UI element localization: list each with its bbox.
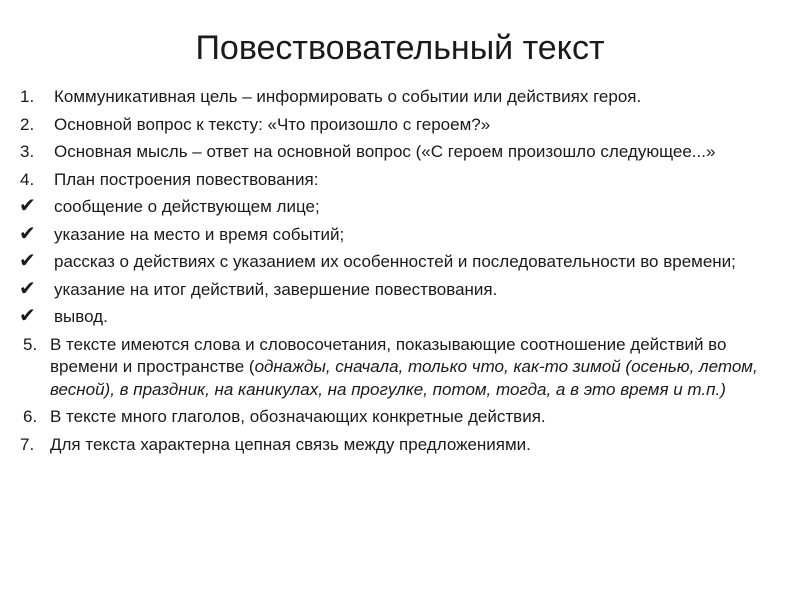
check-item [20, 279, 785, 302]
list-number: 6. [23, 407, 38, 426]
list-number: 5. [23, 334, 38, 354]
list-item-7 [20, 434, 785, 457]
examples-text: однажды, сначала, только что, как-то зимой (осенью, летом, весной), в праздник, на каникулах, на прогулке, потом, тогда, а в это время и т.п.) [50, 357, 758, 399]
check-item-text: указание на итог действий, завершение повествования. [54, 279, 498, 299]
list-item-text: В тексте много глаголов, обозначающих конкретные действия. [50, 407, 546, 426]
list-item [20, 141, 785, 164]
list-number: 7. [20, 434, 35, 454]
check-item-text: указание на место и время событий; [54, 224, 345, 244]
list-item-6 [20, 406, 785, 429]
list-item-text: План построения повествования: [54, 169, 319, 189]
list-item [20, 114, 785, 137]
check-item-text: сообщение о действующем лице; [54, 197, 320, 216]
check-item [20, 306, 785, 329]
list-item [20, 86, 785, 109]
check-item-text: вывод. [54, 307, 108, 326]
checkmark-icon: ✔ [19, 277, 36, 300]
check-item [20, 196, 785, 219]
slide-title: Повествовательный текст [195, 29, 605, 67]
list-item-text: Коммуникативная цель – информировать о событии или действиях героя. [54, 87, 642, 106]
checkmark-icon: ✔ [19, 305, 36, 327]
list-number: 2. [20, 114, 35, 134]
list-number: 3. [20, 142, 35, 161]
checkmark-icon: ✔ [19, 195, 36, 217]
check-item [20, 251, 785, 274]
list-item-text: Основная мысль – ответ на основной вопрос («С героем произошло следующее...» [54, 142, 716, 161]
list-item-text: Для текста характерна цепная связь между предложениями. [50, 434, 531, 454]
checkmark-icon: ✔ [19, 250, 36, 272]
list-item-5 [20, 334, 785, 402]
list-item-text: Основной вопрос к тексту: «Что произошло с героем?» [54, 114, 491, 134]
check-item [20, 224, 785, 247]
slide-content [20, 86, 785, 461]
checkmark-icon: ✔ [19, 222, 36, 245]
list-item [20, 169, 785, 192]
list-item-text: В тексте имеются слова и словосочетания, показывающие соотношение действий во времени и пространстве ( [50, 334, 727, 376]
list-number: 4. [20, 169, 35, 189]
list-number: 1. [20, 87, 35, 106]
check-item-text: рассказ о действиях с указанием их особенностей и последовательности во времени; [54, 252, 736, 271]
